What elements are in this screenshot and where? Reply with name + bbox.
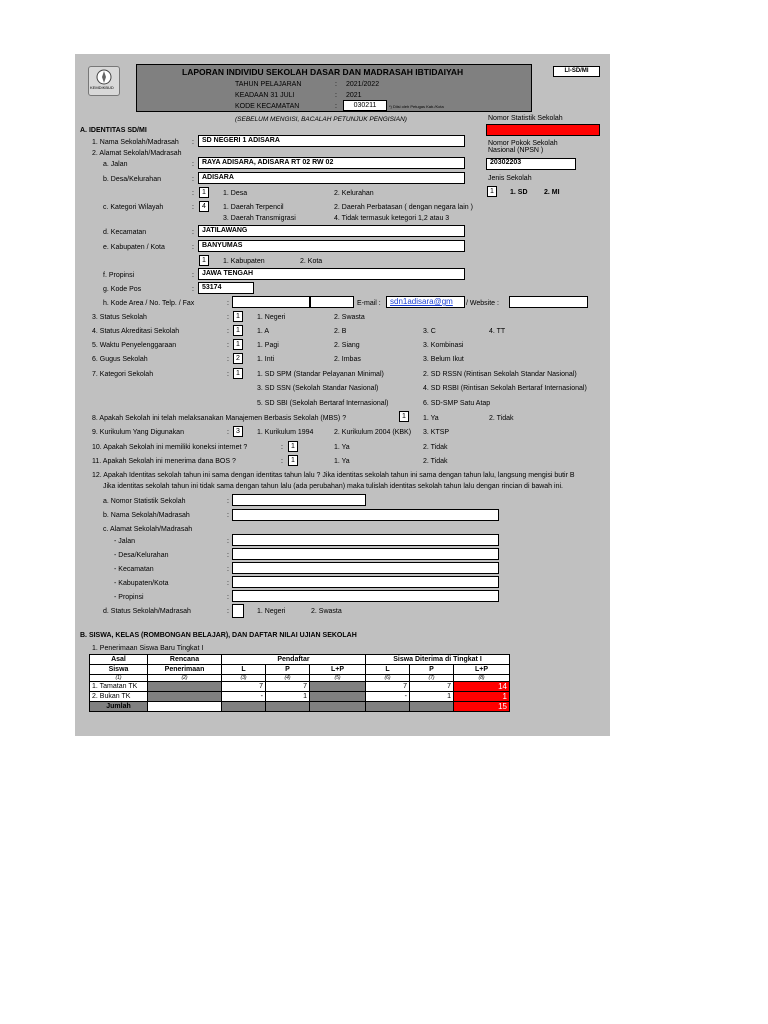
prev-desa-field[interactable] bbox=[232, 548, 499, 560]
prev-nama-field[interactable] bbox=[232, 509, 499, 521]
prev-kecamatan-field[interactable] bbox=[232, 562, 499, 574]
internet-select[interactable]: 1 bbox=[288, 441, 298, 452]
desa-type-select[interactable]: 1 bbox=[199, 187, 209, 198]
npsn-label: Nomor Pokok Sekolah bbox=[488, 140, 558, 147]
kode-pos-field[interactable]: 53174 bbox=[198, 282, 254, 294]
instruction-text: (SEBELUM MENGISI, BACALAH PETUNJUK PENGISIAN) bbox=[235, 116, 407, 123]
keadaan-value: 2021 bbox=[346, 92, 362, 99]
total-row: Jumlah 15 bbox=[90, 702, 510, 712]
kecamatan-field[interactable]: JATILAWANG bbox=[198, 225, 465, 237]
section-b-title: B. SISWA, KELAS (ROMBONGAN BELAJAR), DAN DAFTAR NILAI UJIAN SEKOLAH bbox=[80, 632, 357, 639]
email-link[interactable]: sdn1adisara@gm bbox=[390, 297, 453, 306]
header-diterima: Siswa Diterima di Tingkat I bbox=[366, 655, 510, 665]
header-pendaftar: Pendaftar bbox=[222, 655, 366, 665]
kec-note: *) Diisi oleh Petugas Kab./Kota bbox=[389, 104, 444, 109]
nss-field[interactable] bbox=[486, 124, 600, 136]
kategori-wilayah-select[interactable]: 4 bbox=[199, 201, 209, 212]
npsn-field[interactable]: 20302203 bbox=[486, 158, 576, 170]
kec-code-field[interactable]: 030211 bbox=[343, 100, 387, 111]
kab-type-select[interactable]: 1 bbox=[199, 255, 209, 266]
bos-select[interactable]: 1 bbox=[288, 455, 298, 466]
prev-nss-field[interactable] bbox=[232, 494, 366, 506]
nss-label: Nomor Statistik Sekolah bbox=[488, 115, 563, 122]
jenis-select[interactable]: 1 bbox=[487, 186, 497, 197]
status-sekolah-select[interactable]: 1 bbox=[233, 311, 243, 322]
akreditasi-select[interactable]: 1 bbox=[233, 325, 243, 336]
header-asal: Asal bbox=[90, 655, 148, 665]
tahun-label: TAHUN PELAJARAN bbox=[235, 81, 302, 88]
fax-field[interactable] bbox=[310, 296, 354, 308]
form-code-badge: LI-SD/MI bbox=[553, 66, 600, 77]
email-field[interactable] bbox=[386, 296, 465, 308]
table-row: 1. Tamatan TK 7 7 7 7 14 bbox=[90, 682, 510, 692]
waktu-select[interactable]: 1 bbox=[233, 339, 243, 350]
kurikulum-select[interactable]: 3 bbox=[233, 426, 243, 437]
kategori-sekolah-select[interactable]: 1 bbox=[233, 368, 243, 379]
header-rencana: Rencana bbox=[148, 655, 222, 665]
prev-kabupaten-field[interactable] bbox=[232, 576, 499, 588]
rencana-total-cell[interactable] bbox=[148, 702, 222, 712]
jenis-label: Jenis Sekolah bbox=[488, 175, 532, 182]
mbs-select[interactable]: 1 bbox=[399, 411, 409, 422]
emblem-icon bbox=[89, 67, 119, 87]
prev-status-field[interactable] bbox=[232, 604, 244, 618]
rencana-cell[interactable] bbox=[148, 692, 222, 702]
section-a-title: A. IDENTITAS SD/MI bbox=[80, 127, 147, 134]
propinsi-field[interactable]: JAWA TENGAH bbox=[198, 268, 465, 280]
ministry-logo bbox=[88, 66, 120, 96]
form-title: LAPORAN INDIVIDU SEKOLAH DASAR DAN MADRASAH IBTIDAIYAH bbox=[182, 67, 464, 77]
keadaan-label: KEADAAN 31 JULI bbox=[235, 92, 295, 99]
jalan-field[interactable]: RAYA ADISARA, ADISARA RT 02 RW 02 bbox=[198, 157, 465, 169]
telp-field[interactable] bbox=[232, 296, 310, 308]
website-field[interactable] bbox=[509, 296, 588, 308]
prev-propinsi-field[interactable] bbox=[232, 590, 499, 602]
gugus-select[interactable]: 2 bbox=[233, 353, 243, 364]
prev-jalan-field[interactable] bbox=[232, 534, 499, 546]
kabupaten-field[interactable]: BANYUMAS bbox=[198, 240, 465, 252]
tahun-value: 2021/2022 bbox=[346, 81, 380, 88]
desa-field[interactable]: ADISARA bbox=[198, 172, 465, 184]
table-row: 2. Bukan TK - 1 - 1 1 bbox=[90, 692, 510, 702]
kec-label: KODE KECAMATAN bbox=[235, 103, 300, 110]
nama-sekolah-field[interactable]: SD NEGERI 1 ADISARA bbox=[198, 135, 465, 147]
logo-text: KEMDIKBUD bbox=[90, 85, 114, 90]
penerimaan-table: Asal Rencana Pendaftar Siswa Diterima di Tingkat I Siswa Penerimaan L P L+P L P L+P (1) (2) (3) (4) (5) (6) (7) (8) 1. Tamatan TK 7 7 7 7 14 2. Bukan TK - 1 - 1 1 Jumlah 15 bbox=[89, 654, 510, 712]
rencana-cell[interactable] bbox=[148, 682, 222, 692]
